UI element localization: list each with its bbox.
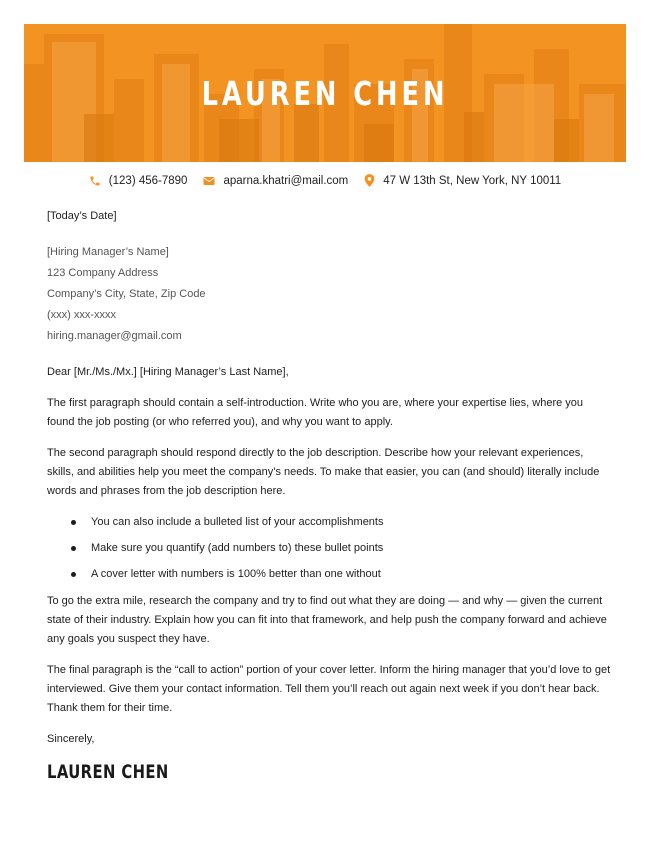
recipient-email: hiring.manager@gmail.com xyxy=(47,330,182,342)
contact-address xyxy=(364,174,561,187)
recipient-name: [Hiring Manager’s Name] xyxy=(47,246,169,258)
contact-phone xyxy=(89,175,188,187)
bullet-icon xyxy=(71,520,76,525)
bullet-icon xyxy=(71,572,76,577)
email-text: aparna.khatri@mail.com xyxy=(223,174,349,187)
list-item: You can also include a bulleted list of your accomplishments xyxy=(91,513,612,532)
paragraph-3: To go the extra mile, research the company and try to find out what they are doing — and why — given the current state of their industry. Explain how you can fit into that framework, and help push the company forward and achieve any goals you suspect they have. xyxy=(47,595,607,645)
contact-email xyxy=(203,175,348,187)
address-text: 47 W 13th St, New York, NY 10011 xyxy=(383,174,562,187)
phone-text: (123) 456-7890 xyxy=(108,174,188,187)
signature-name: LAUREN CHEN xyxy=(47,761,169,783)
list-item: Make sure you quantify (add numbers to) these bullet points xyxy=(91,539,612,558)
letter-date: [Today’s Date] xyxy=(47,210,117,222)
accomplishments-list xyxy=(47,513,612,584)
recipient-address: 123 Company Address xyxy=(47,267,159,279)
paragraph-4: The final paragraph is the “call to action” portion of your cover letter. Inform the hiring manager that you’d love to get interviewed. Give them your contact information. Tell them you’ll reach out again next week if you don’t hear back. Thank them for their time. xyxy=(47,664,611,714)
contact-bar xyxy=(0,174,650,187)
recipient-city: Company’s City, State, Zip Code xyxy=(47,288,206,300)
paragraph-1: The first paragraph should contain a self-introduction. Write who you are, where your expertise lies, where you found the job posting (or who referred you), and why you want to apply. xyxy=(47,397,584,428)
letter-body xyxy=(47,207,612,782)
salutation: Dear [Mr./Ms./Mx.] [Hiring Manager’s Last Name], xyxy=(47,366,289,378)
list-item: A cover letter with numbers is 100% better than one without xyxy=(91,565,612,584)
recipient-phone: (xxx) xxx-xxxx xyxy=(47,309,117,321)
mail-icon xyxy=(203,176,215,186)
location-pin-icon xyxy=(364,174,375,187)
closing: Sincerely, xyxy=(47,733,95,745)
phone-icon xyxy=(89,175,101,187)
recipient-block xyxy=(47,242,612,347)
paragraph-2: The second paragraph should respond directly to the job description. Describe how your relevant experiences, skills, and abilities help you meet the company’s needs. To make that easier, you can (and should) literally include words and phrases from the job description here. xyxy=(47,447,600,497)
header-name: LAUREN CHEN xyxy=(201,73,449,113)
bullet-icon xyxy=(71,546,76,551)
header-banner xyxy=(24,24,626,162)
